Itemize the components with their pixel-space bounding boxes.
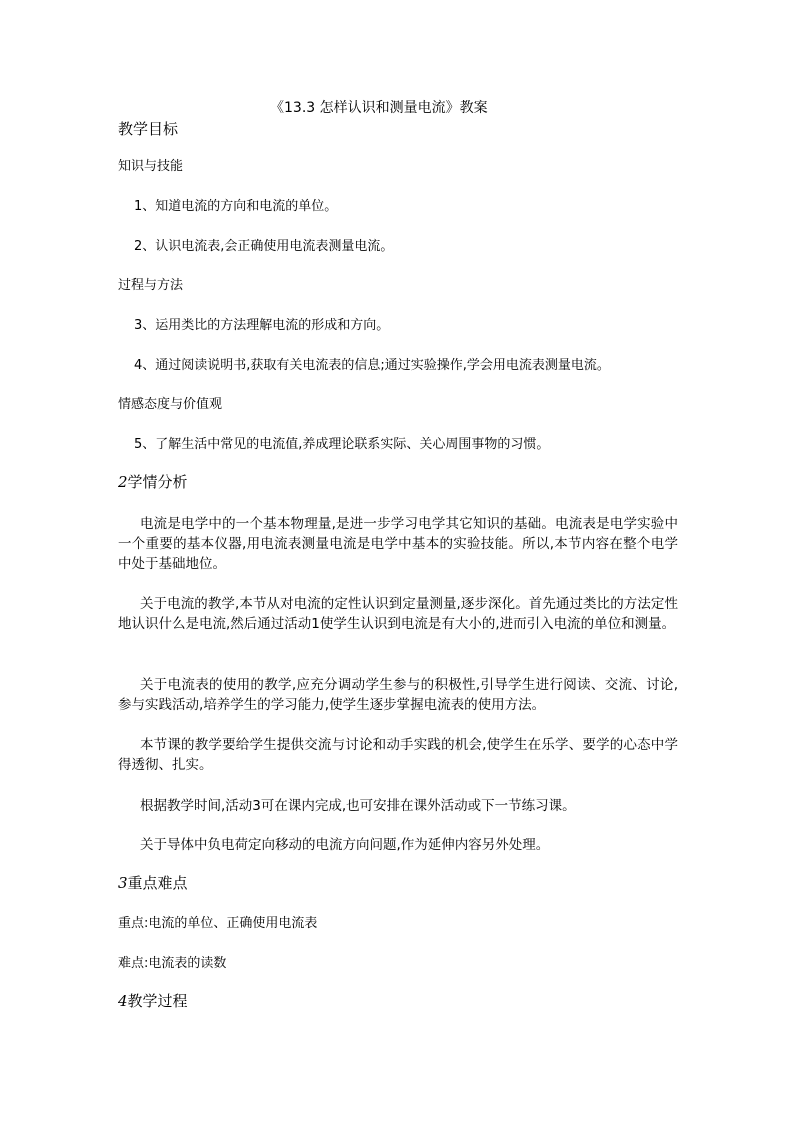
- section-number: 4: [118, 992, 128, 1010]
- section-title: 教学过程: [127, 992, 188, 1010]
- section-heading-analysis: [118, 471, 188, 493]
- analysis-paragraph-3: 关于电流表的使用的教学,应充分调动学生参与的积极性,引导学生进行阅读、交流、讨论,参与实践活动,培养学生的学习能力,使学生逐步掌握电流表的使用方法。: [118, 677, 678, 713]
- difficult-point-text: 难点:电流表的读数: [118, 956, 227, 971]
- objective-item-1: 1、知道电流的方向和电流的单位。: [134, 199, 338, 214]
- section-title: 重点难点: [127, 874, 188, 892]
- section-heading-key-points: [118, 872, 188, 894]
- objective-item-5: 5、了解生活中常见的电流值,养成理论联系实际、关心周围事物的习惯。: [134, 437, 550, 452]
- subheading-attitude: 情感态度与价值观: [118, 397, 223, 412]
- key-point-text: 重点:电流的单位、正确使用电流表: [118, 916, 318, 931]
- section-heading-objectives: 教学目标: [118, 120, 179, 138]
- analysis-paragraph-4: 本节课的教学要给学生提供交流与讨论和动手实践的机会,使学生在乐学、要学的心态中学得透彻、扎实。: [118, 737, 678, 773]
- section-number: 2: [118, 473, 128, 491]
- objective-item-3: 3、运用类比的方法理解电流的形成和方向。: [134, 318, 390, 333]
- section-number: 3: [118, 874, 128, 892]
- analysis-paragraph-1: 电流是电学中的一个基本物理量,是进一步学习电学其它知识的基础。电流表是电学实验中一个重要的基本仪器,用电流表测量电流是电学中基本的实验技能。所以,本节内容在整个电学中处于基础地位。: [118, 516, 678, 572]
- subheading-knowledge: 知识与技能: [118, 159, 184, 174]
- objective-item-2: 2、认识电流表,会正确使用电流表测量电流。: [134, 239, 394, 254]
- subheading-process-method: 过程与方法: [118, 278, 184, 293]
- section-heading-process: [118, 990, 188, 1012]
- analysis-paragraph-6: 关于导体中负电荷定向移动的电流方向问题,作为延伸内容另外处理。: [140, 837, 550, 853]
- section-title: 学情分析: [127, 473, 188, 491]
- document-title: 《13.3 怎样认识和测量电流》教案: [270, 100, 488, 116]
- objective-item-4: 4、通过阅读说明书,获取有关电流表的信息;通过实验操作,学会用电流表测量电流。: [134, 358, 610, 373]
- analysis-paragraph-5: 根据教学时间,活动3可在课内完成,也可安排在课外活动或下一节练习课。: [140, 798, 576, 814]
- analysis-paragraph-2: 关于电流的教学,本节从对电流的定性认识到定量测量,逐步深化。首先通过类比的方法定性地认识什么是电流,然后通过活动1使学生认识到电流是有大小的,进而引入电流的单位和测量。: [118, 596, 678, 632]
